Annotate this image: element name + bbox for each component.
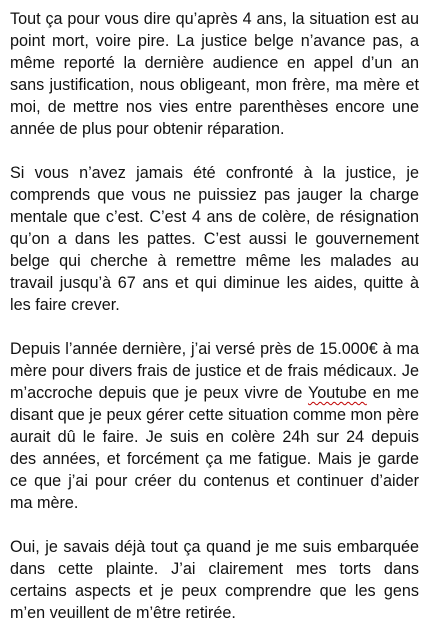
paragraph-4: Oui, je savais déjà tout ça quand je me suis embarquée dans cette plainte. J’ai clairement mes torts dans certains aspects et je peux comprendre que les gens m’en veuillent de m’être retirée. <box>10 538 419 622</box>
paragraph-3 <box>10 338 419 514</box>
spellcheck-flagged-word[interactable]: Youtube <box>307 384 367 402</box>
paragraph-3-text-before: Depuis l’année dernière, j’ai versé près de 15.000€ à ma mère pour divers frais de justice et de frais médicaux. Je m’accroche depuis que je peux vivre de <box>10 340 419 402</box>
paragraph-1: Tout ça pour vous dire qu’après 4 ans, la situation est au point mort, voire pire. La justice belge n’avance pas, a même reporté la dernière audience en appel d’un an sans justification, nous obligeant, mon frère, ma mère et moi, de mettre nos vies entre parenthèses encore une année de plus pour obtenir réparation. <box>10 10 419 138</box>
paragraph-2: Si vous n’avez jamais été confronté à la justice, je comprends que vous ne puissiez pas jauger la charge mentale que c’est. C’est 4 ans de colère, de résignation qu’on a dans les pattes. C’est aussi le gouvernement belge qui cherche à remettre même les malades au travail jusqu’à 67 ans et qui diminue les aides, quitte à les faire crever. <box>10 164 419 314</box>
paragraph-3-text-after: en me disant que je peux gérer cette situation comme mon père aurait dû le faire. Je suis en colère 24h sur 24 depuis des années, et forcément ça me fatigue. Mais je garde ce que j’ai pour créer du contenus et continuer d’aider ma mère. <box>10 384 419 512</box>
document-body <box>10 8 419 624</box>
